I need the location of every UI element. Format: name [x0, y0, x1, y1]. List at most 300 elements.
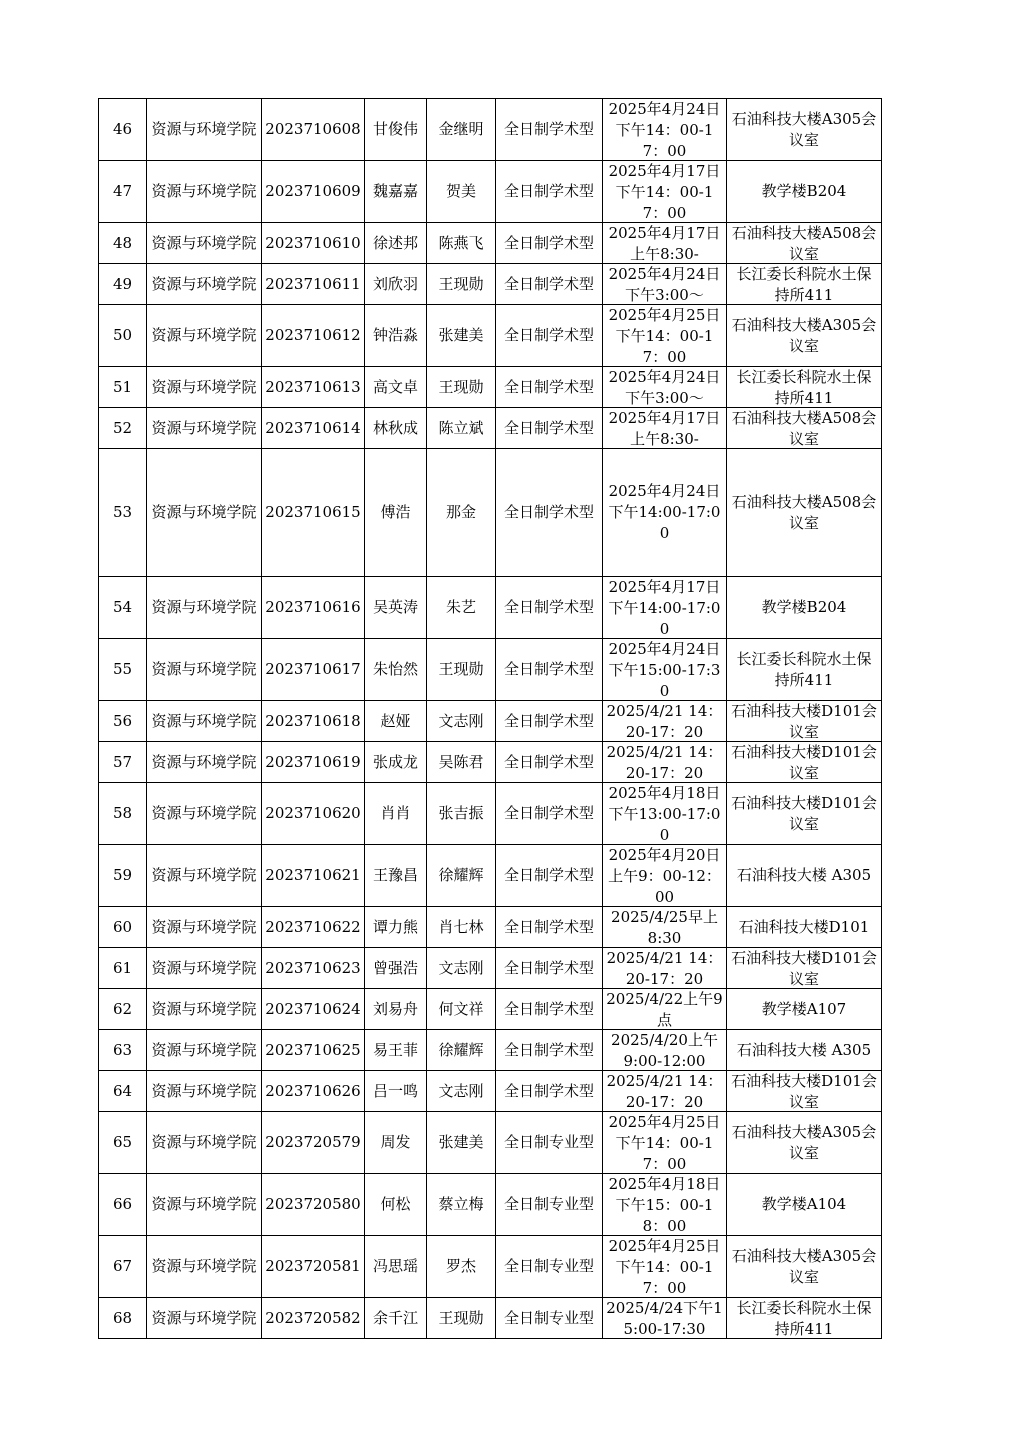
degree-type-cell	[496, 577, 603, 639]
advisor-cell-text: 蔡立梅	[438, 1195, 484, 1213]
degree-type-cell-text: 全日制学术型	[503, 804, 594, 822]
degree-type-cell-text: 全日制学术型	[503, 598, 594, 616]
student-id-cell-text: 2023720579	[265, 1133, 361, 1151]
student-id-cell-text: 2023710626	[265, 1081, 361, 1100]
degree-type-cell	[496, 305, 603, 367]
advisor-cell-text: 文志刚	[438, 711, 484, 730]
degree-type-cell	[496, 367, 603, 408]
advisor-cell	[427, 1174, 496, 1236]
defense-time-cell-text: 2025/4/25早上8:30	[611, 908, 718, 947]
advisor-cell-text: 陈燕飞	[438, 233, 484, 252]
defense-place-cell-text: 长江委长科院水土保持所411	[736, 649, 872, 689]
row-number	[99, 305, 147, 367]
row-number-text: 50	[112, 326, 133, 344]
defense-place-cell	[727, 1112, 882, 1174]
degree-type-cell	[496, 161, 603, 223]
defense-time-cell	[603, 449, 727, 577]
student-id-cell	[262, 223, 365, 264]
degree-type-cell-text: 全日制学术型	[503, 182, 594, 200]
defense-place-cell	[727, 161, 882, 223]
college-cell-text: 资源与环境学院	[151, 326, 257, 344]
table-row	[99, 783, 882, 845]
defense-place-cell	[727, 449, 882, 577]
defense-place-cell	[727, 989, 882, 1030]
row-number	[99, 783, 147, 845]
degree-type-cell	[496, 408, 603, 449]
student-name-cell	[365, 577, 427, 639]
college-cell	[147, 264, 262, 305]
row-number-text: 58	[112, 804, 133, 822]
advisor-cell-text: 王现勋	[438, 274, 484, 293]
student-name-cell	[365, 989, 427, 1030]
advisor-cell-text: 罗杰	[445, 1257, 476, 1275]
college-cell	[147, 989, 262, 1030]
advisor-cell	[427, 639, 496, 701]
row-number-text: 62	[112, 999, 133, 1018]
advisor-cell-text: 张建美	[438, 326, 484, 344]
defense-place-cell	[727, 783, 882, 845]
student-name-cell	[365, 1071, 427, 1112]
defense-place-cell	[727, 1071, 882, 1112]
table-row	[99, 1030, 882, 1071]
advisor-cell-text: 肖七林	[438, 917, 484, 936]
row-number	[99, 99, 147, 161]
advisor-cell-text: 何文祥	[438, 999, 484, 1018]
student-id-cell-text: 2023710612	[265, 326, 361, 344]
row-number-text: 66	[112, 1195, 133, 1213]
student-id-cell-text: 2023710611	[265, 274, 361, 293]
row-number-text: 51	[112, 377, 133, 396]
college-cell-text: 资源与环境学院	[151, 804, 257, 822]
defense-time-cell-text: 2025年4月24日下午3:00～	[608, 368, 721, 407]
advisor-cell	[427, 701, 496, 742]
student-id-cell	[262, 264, 365, 305]
defense-place-cell-text: 石油科技大楼D101会议室	[731, 743, 877, 782]
row-number	[99, 1030, 147, 1071]
degree-type-cell-text: 全日制专业型	[503, 1195, 594, 1213]
student-name-cell	[365, 367, 427, 408]
defense-time-cell	[603, 1030, 727, 1071]
row-number-text: 67	[112, 1257, 133, 1275]
table-row	[99, 577, 882, 639]
student-id-cell-text: 2023720581	[265, 1257, 361, 1275]
student-name-cell-text: 何松	[380, 1195, 411, 1213]
student-name-cell-text: 王豫昌	[372, 866, 418, 884]
row-number-text: 55	[112, 660, 133, 678]
degree-type-cell-text: 全日制学术型	[503, 1081, 594, 1100]
degree-type-cell-text: 全日制专业型	[503, 1133, 594, 1151]
student-id-cell	[262, 1030, 365, 1071]
row-number	[99, 408, 147, 449]
college-cell-text: 资源与环境学院	[151, 1040, 257, 1059]
defense-place-cell-text: 长江委长科院水土保持所411	[736, 368, 872, 407]
degree-type-cell	[496, 845, 603, 907]
defense-place-cell-text: 石油科技大楼D101会议室	[731, 793, 877, 833]
row-number	[99, 1298, 147, 1339]
student-name-cell-text: 刘易舟	[372, 999, 418, 1018]
defense-time-cell-text: 2025/4/20上午9:00-12:00	[611, 1031, 718, 1070]
row-number-text: 68	[112, 1308, 133, 1327]
student-id-cell-text: 2023710621	[265, 866, 361, 884]
table-row	[99, 1236, 882, 1298]
student-id-cell-text: 2023710624	[265, 999, 361, 1018]
table-row	[99, 449, 882, 577]
defense-place-cell-text: 石油科技大楼D101会议室	[731, 702, 877, 741]
degree-type-cell	[496, 449, 603, 577]
student-name-cell	[365, 845, 427, 907]
defense-time-cell-text: 2025年4月24日下午14:00-17:00	[608, 482, 721, 542]
student-id-cell	[262, 1112, 365, 1174]
table-row	[99, 948, 882, 989]
college-cell-text: 资源与环境学院	[151, 711, 257, 730]
degree-type-cell-text: 全日制学术型	[503, 660, 594, 678]
advisor-cell-text: 朱艺	[445, 598, 476, 616]
college-cell-text: 资源与环境学院	[151, 418, 257, 437]
degree-type-cell	[496, 742, 603, 783]
defense-place-cell-text: 石油科技大楼D101会议室	[731, 1072, 877, 1111]
defense-place-cell	[727, 408, 882, 449]
defense-place-cell	[727, 639, 882, 701]
row-number-text: 59	[112, 866, 133, 884]
student-name-cell	[365, 907, 427, 948]
advisor-cell	[427, 1112, 496, 1174]
defense-time-cell-text: 2025年4月18日下午15：00-18：00	[608, 1175, 721, 1235]
advisor-cell	[427, 99, 496, 161]
student-name-cell	[365, 742, 427, 783]
student-id-cell	[262, 701, 365, 742]
table-row	[99, 408, 882, 449]
row-number	[99, 577, 147, 639]
college-cell	[147, 1071, 262, 1112]
defense-place-cell	[727, 577, 882, 639]
advisor-cell	[427, 161, 496, 223]
defense-time-cell-text: 2025年4月25日下午14：00-17：00	[608, 306, 721, 366]
student-name-cell-text: 朱怡然	[372, 660, 418, 678]
student-name-cell	[365, 223, 427, 264]
defense-place-cell-text: 教学楼B204	[761, 182, 847, 200]
row-number	[99, 223, 147, 264]
table-row	[99, 161, 882, 223]
student-id-cell-text: 2023710608	[265, 120, 361, 138]
defense-place-cell-text: 石油科技大楼A508会议室	[731, 224, 877, 263]
row-number-text: 53	[112, 503, 133, 521]
defense-place-cell-text: 石油科技大楼 A305	[736, 866, 872, 884]
defense-time-cell-text: 2025年4月17日下午14：00-17：00	[608, 162, 721, 222]
student-id-cell	[262, 742, 365, 783]
student-name-cell	[365, 99, 427, 161]
defense-place-cell-text: 石油科技大楼D101会议室	[731, 949, 877, 988]
college-cell-text: 资源与环境学院	[151, 660, 257, 678]
student-name-cell-text: 张成龙	[372, 752, 418, 771]
student-id-cell-text: 2023710620	[265, 804, 361, 822]
degree-type-cell-text: 全日制学术型	[503, 958, 594, 977]
table-row	[99, 367, 882, 408]
student-id-cell-text: 2023710625	[265, 1040, 361, 1059]
college-cell-text: 资源与环境学院	[151, 598, 257, 616]
student-name-cell	[365, 783, 427, 845]
row-number-text: 52	[112, 418, 133, 437]
defense-place-cell	[727, 701, 882, 742]
college-cell	[147, 948, 262, 989]
degree-type-cell-text: 全日制学术型	[503, 503, 594, 521]
defense-time-cell	[603, 639, 727, 701]
defense-time-cell	[603, 907, 727, 948]
defense-time-cell-text: 2025年4月24日下午15:00-17:30	[608, 640, 721, 700]
advisor-cell-text: 王现勋	[438, 660, 484, 678]
defense-time-cell	[603, 1298, 727, 1339]
student-id-cell	[262, 783, 365, 845]
student-id-cell	[262, 305, 365, 367]
table-row	[99, 742, 882, 783]
student-name-cell-text: 周发	[380, 1133, 411, 1151]
advisor-cell	[427, 408, 496, 449]
student-name-cell	[365, 1298, 427, 1339]
advisor-cell	[427, 577, 496, 639]
row-number	[99, 367, 147, 408]
college-cell	[147, 1236, 262, 1298]
student-name-cell	[365, 408, 427, 449]
row-number	[99, 1112, 147, 1174]
defense-time-cell	[603, 305, 727, 367]
defense-time-cell	[603, 1112, 727, 1174]
defense-time-cell	[603, 701, 727, 742]
degree-type-cell	[496, 264, 603, 305]
defense-time-cell-text: 2025/4/22上午9点	[606, 990, 723, 1029]
degree-type-cell	[496, 223, 603, 264]
student-name-cell	[365, 1236, 427, 1298]
student-id-cell-text: 2023710613	[265, 377, 361, 396]
degree-type-cell-text: 全日制学术型	[503, 120, 594, 138]
college-cell	[147, 907, 262, 948]
degree-type-cell-text: 全日制学术型	[503, 1040, 594, 1059]
college-cell	[147, 223, 262, 264]
defense-time-cell-text: 2025年4月17日上午8:30-	[608, 224, 721, 263]
defense-place-cell	[727, 907, 882, 948]
defense-time-cell	[603, 989, 727, 1030]
degree-type-cell	[496, 99, 603, 161]
college-cell	[147, 577, 262, 639]
student-name-cell-text: 谭力熊	[372, 917, 418, 936]
defense-time-cell	[603, 948, 727, 989]
student-name-cell-text: 林秋成	[372, 418, 418, 437]
defense-place-cell-text: 石油科技大楼D101	[738, 917, 870, 936]
college-cell-text: 资源与环境学院	[151, 1133, 257, 1151]
advisor-cell	[427, 449, 496, 577]
college-cell-text: 资源与环境学院	[151, 274, 257, 293]
row-number	[99, 989, 147, 1030]
defense-place-cell-text: 教学楼A107	[761, 999, 847, 1018]
defense-place-cell-text: 教学楼B204	[761, 598, 847, 616]
college-cell	[147, 1030, 262, 1071]
degree-type-cell	[496, 1030, 603, 1071]
degree-type-cell	[496, 1071, 603, 1112]
student-id-cell-text: 2023710617	[265, 660, 361, 678]
table-row	[99, 99, 882, 161]
table-row	[99, 639, 882, 701]
defense-place-cell	[727, 1030, 882, 1071]
college-cell	[147, 1112, 262, 1174]
advisor-cell	[427, 1236, 496, 1298]
student-name-cell	[365, 161, 427, 223]
advisor-cell-text: 文志刚	[438, 1081, 484, 1100]
defense-time-cell-text: 2025年4月18日下午13:00-17:00	[608, 784, 721, 844]
row-number-text: 49	[112, 274, 133, 293]
row-number-text: 64	[112, 1081, 133, 1100]
defense-time-cell	[603, 783, 727, 845]
degree-type-cell-text: 全日制学术型	[503, 866, 594, 884]
degree-type-cell-text: 全日制学术型	[503, 917, 594, 936]
defense-time-cell-text: 2025/4/21 14：20-17：20	[606, 702, 723, 741]
row-number-text: 60	[112, 917, 133, 936]
student-name-cell-text: 刘欣羽	[372, 274, 418, 293]
student-id-cell	[262, 845, 365, 907]
table-row	[99, 264, 882, 305]
defense-time-cell	[603, 264, 727, 305]
defense-place-cell	[727, 742, 882, 783]
row-number-text: 65	[112, 1133, 133, 1151]
defense-place-cell	[727, 948, 882, 989]
table-row	[99, 1174, 882, 1236]
table-row	[99, 1298, 882, 1339]
degree-type-cell	[496, 1236, 603, 1298]
college-cell	[147, 1298, 262, 1339]
student-name-cell-text: 傅浩	[380, 503, 411, 521]
student-id-cell	[262, 989, 365, 1030]
student-id-cell	[262, 1236, 365, 1298]
college-cell-text: 资源与环境学院	[151, 233, 257, 252]
advisor-cell	[427, 907, 496, 948]
student-name-cell	[365, 264, 427, 305]
student-id-cell	[262, 449, 365, 577]
student-name-cell-text: 钟浩淼	[372, 326, 418, 344]
row-number	[99, 1236, 147, 1298]
row-number-text: 56	[112, 711, 133, 730]
college-cell-text: 资源与环境学院	[151, 999, 257, 1018]
advisor-cell	[427, 305, 496, 367]
college-cell	[147, 408, 262, 449]
advisor-cell	[427, 948, 496, 989]
degree-type-cell	[496, 1298, 603, 1339]
student-name-cell	[365, 701, 427, 742]
college-cell-text: 资源与环境学院	[151, 377, 257, 396]
defense-time-cell-text: 2025/4/21 14：20-17：20	[606, 743, 723, 782]
student-id-cell	[262, 577, 365, 639]
student-name-cell-text: 易王菲	[372, 1040, 418, 1059]
student-name-cell-text: 徐述邦	[372, 233, 418, 252]
defense-place-cell	[727, 223, 882, 264]
degree-type-cell	[496, 948, 603, 989]
student-id-cell	[262, 99, 365, 161]
defense-place-cell-text: 长江委长科院水土保持所411	[736, 1299, 872, 1338]
student-id-cell-text: 2023720582	[265, 1308, 361, 1327]
degree-type-cell	[496, 907, 603, 948]
college-cell	[147, 305, 262, 367]
row-number	[99, 639, 147, 701]
student-id-cell	[262, 1298, 365, 1339]
defense-place-cell	[727, 1236, 882, 1298]
degree-type-cell	[496, 1112, 603, 1174]
degree-type-cell-text: 全日制学术型	[503, 999, 594, 1018]
student-name-cell-text: 吕一鸣	[372, 1081, 418, 1100]
college-cell	[147, 783, 262, 845]
student-name-cell-text: 余千江	[372, 1308, 418, 1327]
defense-time-cell	[603, 99, 727, 161]
defense-time-cell	[603, 1174, 727, 1236]
student-name-cell	[365, 948, 427, 989]
degree-type-cell	[496, 783, 603, 845]
defense-place-cell-text: 石油科技大楼A305会议室	[731, 1122, 877, 1162]
row-number-text: 57	[112, 752, 133, 771]
advisor-cell-text: 王现勋	[438, 377, 484, 396]
student-id-cell-text: 2023710609	[265, 182, 361, 200]
student-id-cell	[262, 367, 365, 408]
student-name-cell	[365, 305, 427, 367]
defense-time-cell-text: 2025年4月17日下午14:00-17:00	[608, 578, 721, 638]
student-name-cell-text: 赵娅	[380, 711, 411, 730]
degree-type-cell-text: 全日制专业型	[503, 1257, 594, 1275]
college-cell	[147, 845, 262, 907]
advisor-cell	[427, 223, 496, 264]
schedule-table	[98, 98, 882, 1339]
defense-time-cell	[603, 223, 727, 264]
defense-time-cell	[603, 1071, 727, 1112]
degree-type-cell	[496, 701, 603, 742]
row-number-text: 46	[112, 120, 133, 138]
degree-type-cell-text: 全日制学术型	[503, 377, 594, 396]
advisor-cell-text: 张吉振	[438, 804, 484, 822]
student-name-cell	[365, 639, 427, 701]
student-name-cell	[365, 1174, 427, 1236]
degree-type-cell-text: 全日制学术型	[503, 233, 594, 252]
table-row	[99, 845, 882, 907]
row-number-text: 61	[112, 958, 133, 977]
college-cell-text: 资源与环境学院	[151, 1308, 257, 1327]
student-name-cell	[365, 449, 427, 577]
defense-time-cell	[603, 1236, 727, 1298]
defense-time-cell-text: 2025年4月25日下午14：00-17：00	[608, 1113, 721, 1173]
college-cell-text: 资源与环境学院	[151, 503, 257, 521]
student-name-cell-text: 冯思瑶	[372, 1257, 418, 1275]
college-cell	[147, 639, 262, 701]
student-name-cell-text: 高文卓	[372, 377, 418, 396]
defense-place-cell	[727, 305, 882, 367]
defense-place-cell-text: 石油科技大楼 A305	[736, 1040, 872, 1059]
student-id-cell	[262, 1174, 365, 1236]
defense-time-cell-text: 2025年4月25日下午14：00-17：00	[608, 1237, 721, 1297]
defense-time-cell-text: 2025年4月17日上午8:30-	[608, 409, 721, 448]
defense-place-cell-text: 长江委长科院水土保持所411	[736, 265, 872, 304]
student-id-cell-text: 2023710614	[265, 418, 361, 437]
advisor-cell	[427, 783, 496, 845]
college-cell	[147, 449, 262, 577]
degree-type-cell-text: 全日制学术型	[503, 711, 594, 730]
defense-place-cell	[727, 1174, 882, 1236]
defense-place-cell-text: 石油科技大楼A508会议室	[731, 409, 877, 448]
table-row	[99, 223, 882, 264]
student-id-cell-text: 2023710610	[265, 233, 361, 252]
college-cell	[147, 742, 262, 783]
advisor-cell	[427, 1030, 496, 1071]
defense-time-cell-text: 2025/4/21 14：20-17：20	[606, 1072, 723, 1111]
defense-time-cell	[603, 367, 727, 408]
student-id-cell-text: 2023710619	[265, 752, 361, 771]
college-cell-text: 资源与环境学院	[151, 120, 257, 138]
row-number	[99, 701, 147, 742]
advisor-cell	[427, 1298, 496, 1339]
student-name-cell	[365, 1030, 427, 1071]
table-row	[99, 989, 882, 1030]
advisor-cell	[427, 367, 496, 408]
